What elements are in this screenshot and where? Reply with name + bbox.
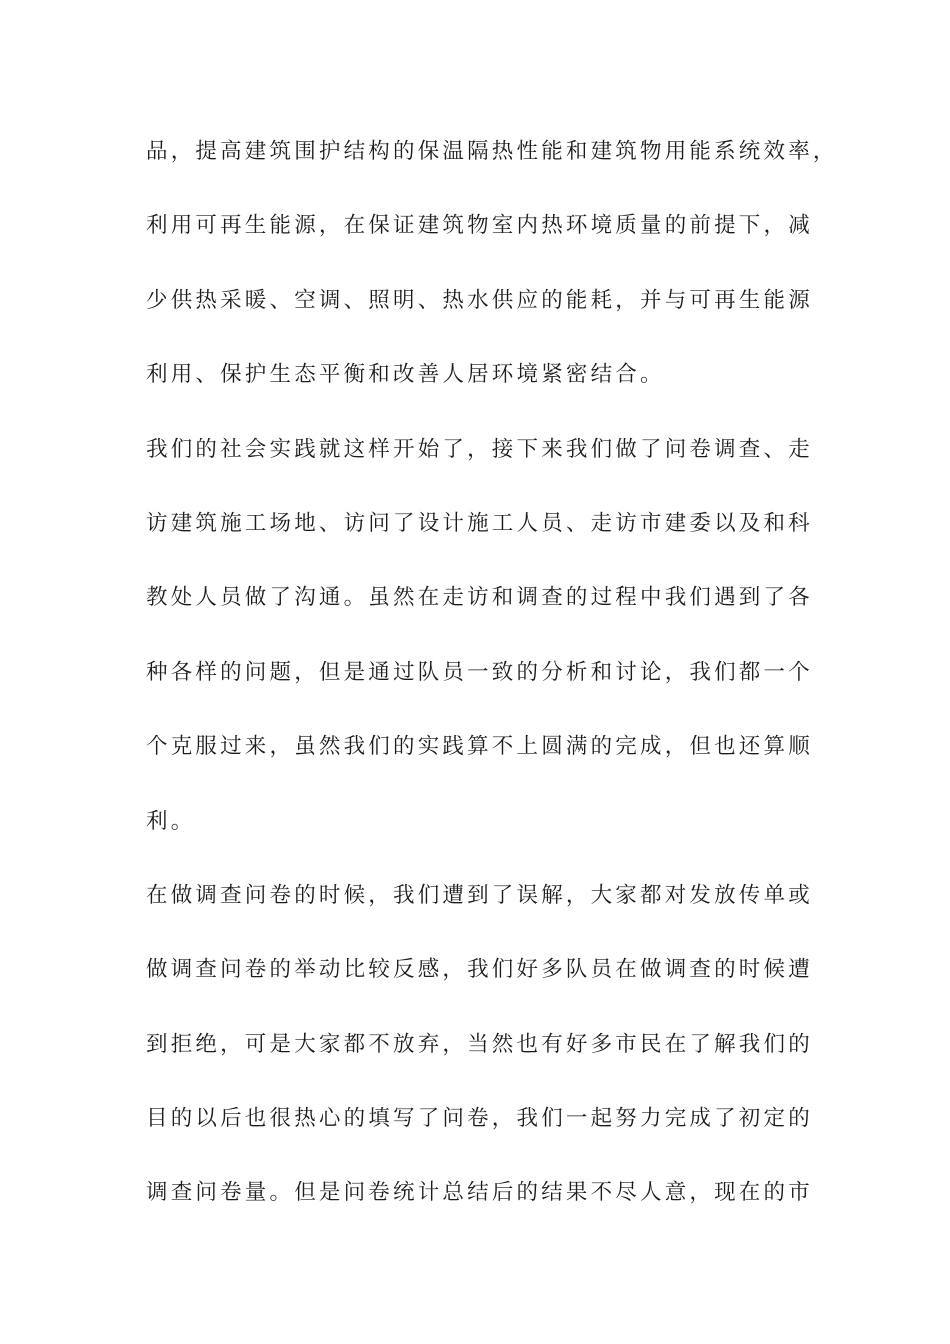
text-line: 调查问卷量。但是问卷统计总结后的结果不尽人意，现在的市 (146, 1180, 813, 1206)
text-line: 品，提高建筑围护结构的保温隔热性能和建筑物用能系统效率， (146, 139, 838, 164)
body-text (146, 126, 838, 1242)
text-line: 种各样的问题，但是通过队员一致的分析和讨论，我们都一个 (146, 659, 813, 685)
text-line: 目的以后也很热心的填写了问卷，我们一起努力完成了初定的 (146, 1106, 813, 1132)
text-line: 教处人员做了沟通。虽然在走访和调查的过程中我们遇到了各 (146, 585, 813, 611)
text-line: 在做调查问卷的时候，我们遭到了误解，大家都对发放传单或 (146, 882, 813, 908)
text-line: 到拒绝，可是大家都不放弃，当然也有好多市民在了解我们的 (146, 1031, 813, 1057)
text-line: 利用可再生能源，在保证建筑物室内热环境质量的前提下，减 (146, 213, 813, 239)
text-line: 少供热采暖、空调、照明、热水供应的能耗，并与可再生能源 (146, 287, 813, 313)
text-line: 个克服过来，虽然我们的实践算不上圆满的完成，但也还算顺 (146, 734, 813, 760)
text-line: 做调查问卷的举动比较反感，我们好多队员在做调查的时候遭 (146, 957, 813, 983)
text-line: 访建筑施工场地、访问了设计施工人员、走访市建委以及和科 (146, 510, 813, 536)
text-line: 利用、保护生态平衡和改善人居环境紧密结合。 (146, 362, 665, 388)
text-line: 利。 (146, 808, 196, 834)
text-line: 我们的社会实践就这样开始了，接下来我们做了问卷调查、走 (146, 436, 813, 462)
